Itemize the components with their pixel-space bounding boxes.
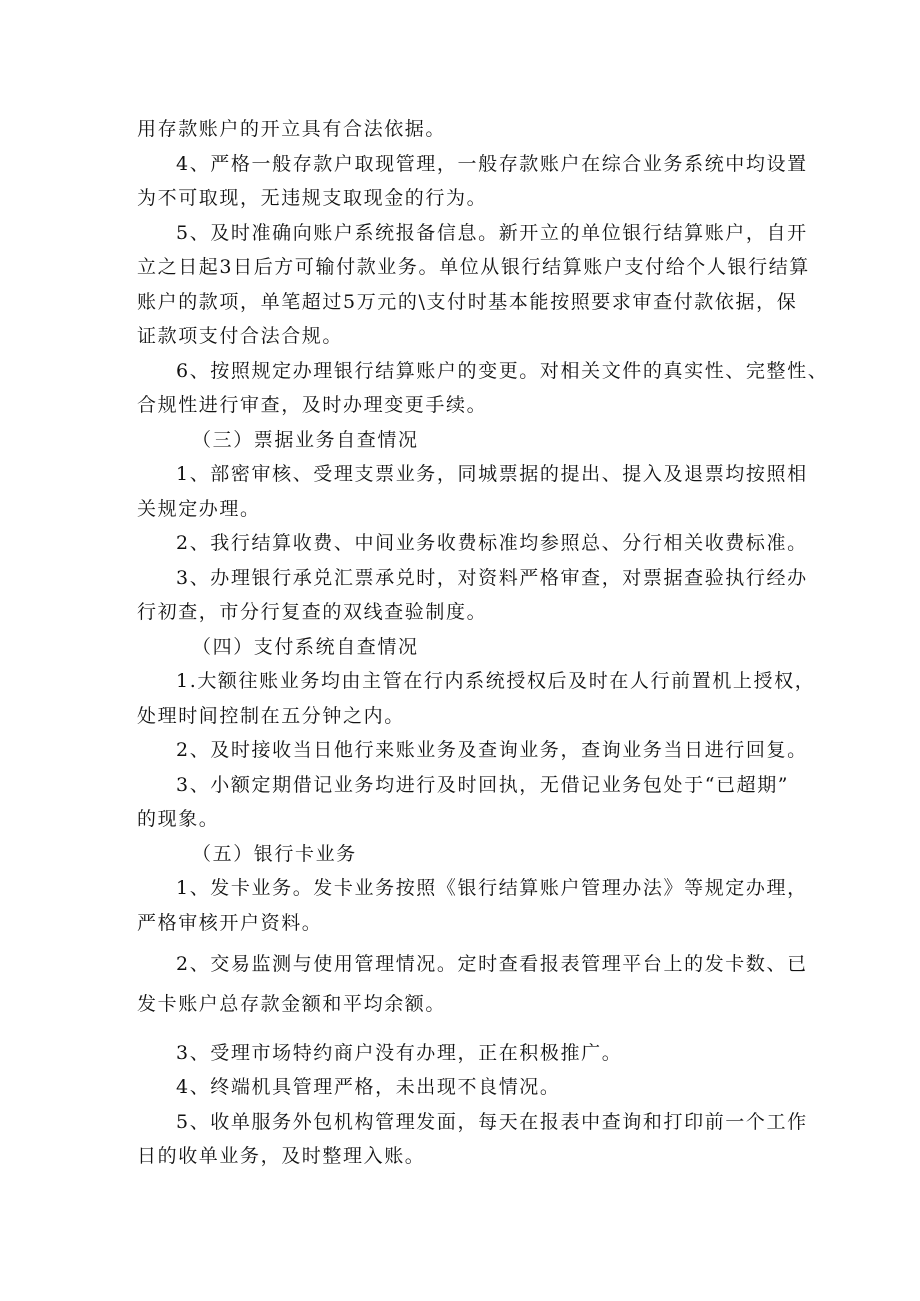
section-heading: （三）票据业务自查情况 xyxy=(192,429,419,451)
section-heading: （四）支付系统自查情况 xyxy=(192,636,419,658)
text-line: 发卡账户总存款金额和平均余额。 xyxy=(137,993,447,1015)
text-line: 4、终端机具管理严格，未出现不良情况。 xyxy=(176,1076,561,1098)
text-line: 1、部密审核、受理支票业务，同城票据的提出、提入及退票均按照相 xyxy=(176,463,808,485)
text-line: 2、我行结算收费、中间业务收费标准均参照总、分行相关收费标准。 xyxy=(176,532,808,554)
text-line: 1、发卡业务。发卡业务按照《银行结算账户管理办法》等规定办理， xyxy=(176,877,808,899)
text-line: 处理时间控制在五分钟之内。 xyxy=(137,705,405,727)
text-line: 2、及时接收当日他行来账业务及查询业务，查询业务当日进行回复。 xyxy=(176,739,808,761)
text-line: 5、收单服务外包机构管理发面，每天在报表中查询和打印前一个工作 xyxy=(176,1111,808,1133)
text-line: 为不可取现，无违规支取现金的行为。 xyxy=(137,187,488,209)
text-line: 5、及时准确向账户系统报备信息。新开立的单位银行结算账户，自开 xyxy=(176,222,808,244)
text-line: 3、小额定期借记业务均进行及时回执，无借记业务包处于“已超期” xyxy=(176,774,790,796)
text-line: 3、受理市场特约商户没有办理，正在积极推广。 xyxy=(176,1042,623,1064)
text-line: 关规定办理。 xyxy=(137,498,261,520)
text-line: 合规性进行审查，及时办理变更手续。 xyxy=(137,394,488,416)
text-line: 严格审核开户资料。 xyxy=(137,912,323,934)
text-line: 行初查，市分行复查的双线查验制度。 xyxy=(137,601,488,623)
text-line: 的现象。 xyxy=(137,808,220,830)
text-line: 日的收单业务，及时整理入账。 xyxy=(137,1145,426,1167)
text-line: 1.大额往账业务均由主管在行内系统授权后及时在人行前置机上授权， xyxy=(176,670,816,692)
text-line: 立之日起3日后方可输付款业务。单位从银行结算账户支付给个人银行结算 xyxy=(137,256,810,278)
text-line: 用存款账户的开立具有合法依据。 xyxy=(137,118,447,140)
text-line: 证款项支付合法合规。 xyxy=(137,325,344,347)
text-line: 4、严格一般存款户取现管理，一般存款账户在综合业务系统中均设置 xyxy=(176,153,808,175)
text-line: 账户的款项，单笔超过5万元的\支付时基本能按照要求审查付款依据，保 xyxy=(137,291,798,313)
text-line: 2、交易监测与使用管理情况。定时查看报表管理平台上的发卡数、已 xyxy=(176,953,808,975)
text-line: 6、按照规定办理银行结算账户的变更。对相关文件的真实性、完整性、 xyxy=(176,360,829,382)
section-heading: （五）银行卡业务 xyxy=(192,843,357,865)
text-line: 3、办理银行承兑汇票承兑时，对资料严格审查，对票据查验执行经办 xyxy=(176,567,808,589)
